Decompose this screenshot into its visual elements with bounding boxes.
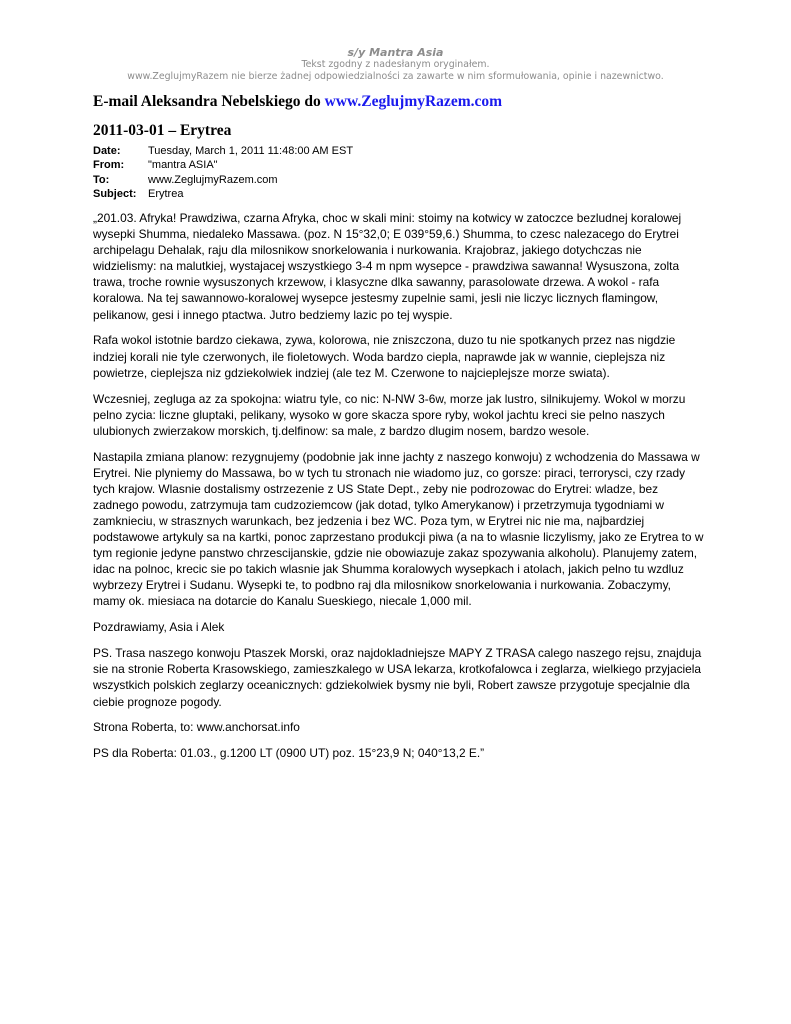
header-note: Tekst zgodny z nadesłanym oryginałem.: [301, 59, 490, 70]
meta-value: Tuesday, March 1, 2011 11:48:00 AM EST: [148, 145, 354, 157]
date-heading: 2011-03-01 – Erytrea: [93, 122, 232, 139]
greeting: Pozdrawiamy, Asia i Alek: [93, 620, 225, 635]
meta-value: www.ZeglujmyRazem.com: [148, 173, 278, 186]
email-meta: [93, 144, 353, 202]
body-paragraph: Strona Roberta, to: www.anchorsat.info: [93, 720, 300, 735]
meta-row-subject: [93, 187, 353, 201]
body-paragraph: Nastapila zmiana planow: rezygnujemy (podobnie jak inne jachty z naszego konwoju) z wchodzenia do Massawa w Erytrei. Nie plyniemy do Massawa, bo w tych tu stronach nie wiadomo juz, co gorsze: piraci, terrorysci, czy rzady tych krajow. Wlasnie dostalismy ostrzezenie z US State Dept., zeby nie podrozowac do Erytrei: wladze, bez zadnego powodu, zatrzymuja tam cudzoziemcow (jak dotad, tylko Amerykanow) i przetrzymuja tygodniami w zamknieciu, w strasznych warunkach, bez jedzenia i bez WC. Poza tym, w Erytrei nic nie ma, najbardziej podstawowe artykuly sa na kartki, ponoc zaprzestano produkcji piwa (a na to wlasnie liczylismy, jako ze Erytrea to w tym regionie jedyne panstwo chrzescijanskie, gdzie nie obowiazuje zakaz spozywania alkoholu). Planujemy zatem, idac na polnoc, krecic sie po takich wlasnie jak Shumma koralowych wysepkach i atolach, jakich pelno tu wzdluz wybrzezy Erytrei i Sudanu. Wysepki te, to podbno raj dla milosnikow snorkelowania i nurkowania. Zobaczymy, mamy ok. miesiaca na dotarcie do Kanalu Sueskiego, niecale 1,000 mil.: [93, 449, 704, 609]
meta-label: Date:: [93, 145, 121, 157]
meta-label: To:: [93, 173, 110, 186]
meta-row-from: [93, 158, 353, 172]
body-paragraph: Rafa wokol istotnie bardzo ciekawa, zywa, kolorowa, nie zniszczona, duzo tu nie spotkanych przez nas nigdzie indziej korali nie tyle czerwonych, ile fioletowych. Woda bardzo ciepla, naprawde jak w wannie, cieplejsza niz powietrze, cieplejsza niz gdziekolwiek indziej (ale tez M. Czerwone to najcieplejsze morze swiata).: [93, 333, 676, 380]
body-paragraph: „201.03. Afryka! Prawdziwa, czarna Afryka, choc w skali mini: stoimy na kotwicy w zatoczce bezludnej koralowej wysepki Shumma, niedaleko Massawa. (poz. N 15°32,0; E 039°59,6.) Shumma, to czesc nalezacego do Erytrei archipelagu Dehalak, raju dla milosnikow snorkelowania i nurkowania. Krajobraz, jakiego dotychczas nie widzielismy: na malutkiej, wystajacej wszystkiego 3-4 m npm wysepce - prawdziwa sawanna! Wysuszona, zolta trawa, troche rownie wysuszonych krzewow, i klasyczne dlka sawanny, parasolowate drzewa. A wokol - rafa koralowa. Na tej sawannowo-koralowej wysepce jestesmy zupelnie sami, jesli nie liczyc licznych flamingow, pelikanow, gesi i innego ptactwa. Jutro bedziemy lazic po tej wyspie.: [93, 211, 682, 322]
body-paragraph: Wczesniej, zegluga az za spokojna: wiatru tyle, co nic: N-NW 3-6w, morze jak lustro, silnikujemy. Wokol w morzu pelno zycia: liczne gluptaki, pelikany, wysoko w gore skacza spore ryby, wokol jachtu kreci sie pelno naszych ulubionych zwierzakow morskich, tj.delfinow: sa male, z bardzo dlugim nosem, bardzo wesole.: [93, 391, 686, 438]
body-paragraph: PS dla Roberta: 01.03., g.1200 LT (0900 UT) poz. 15°23,9 N; 040°13,2 E.”: [93, 746, 485, 761]
meta-value: "mantra ASIA": [148, 159, 218, 172]
header-disclaimer: www.ZeglujmyRazem nie bierze żadnej odpowiedzialności za zawarte w nim sformułowania, opinie i nazewnictwo.: [127, 71, 664, 82]
document: [93, 92, 704, 761]
document-title: [93, 92, 703, 112]
site-link[interactable]: www.ZeglujmyRazem.com: [324, 93, 503, 110]
meta-row-date: [93, 144, 353, 158]
meta-value: Erytrea: [148, 188, 184, 201]
document-title-prefix: E-mail Aleksandra Nebelskiego do: [93, 93, 325, 110]
header-title: s/y Mantra Asia: [347, 46, 444, 59]
body-paragraph: PS. Trasa naszego konwoju Ptaszek Morski, oraz najdokladniejsze MAPY Z TRASA calego naszego rejsu, znajduja sie na stronie Roberta Krasowskiego, zamieszkalego w USA lekarza, krotkofalowca i zeglarza, wielkiego przyjaciela wszystkich polskich zeglarzy oceanicznych: gdziekolwiek bysmy nie byli, Robert zawsze przygotuje specjalnie dla ciebie prognoze pogody.: [93, 646, 702, 709]
meta-label: From:: [93, 159, 125, 172]
meta-label: Subject:: [93, 188, 137, 201]
email-body: [93, 210, 705, 771]
page-header: [0, 46, 791, 83]
meta-row-to: [93, 173, 353, 187]
